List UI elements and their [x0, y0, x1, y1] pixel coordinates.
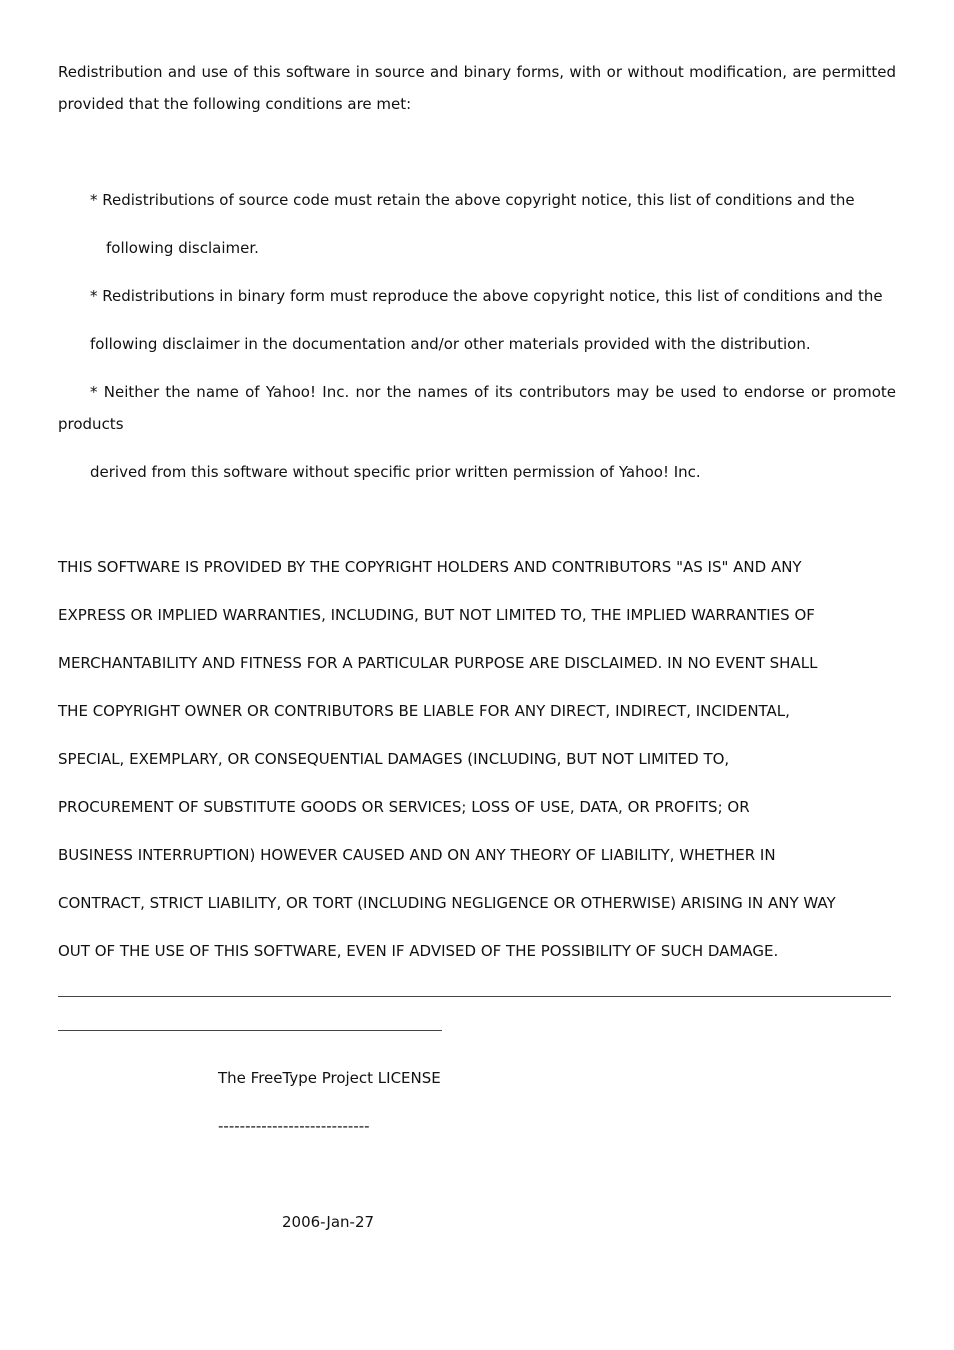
condition-3-line-3: derived from this software without specific prior written permission of Yahoo! Inc. [90, 463, 701, 481]
intro-line-2: provided that the following conditions are met: [58, 95, 412, 113]
intro-line-1: Redistribution and use of this software in source and binary forms, with or without modification, are permitted [58, 63, 896, 81]
condition-2-line-1: * Redistributions in binary form must reproduce the above copyright notice, this list of conditions and the [90, 287, 883, 305]
disclaimer-line: EXPRESS OR IMPLIED WARRANTIES, INCLUDING, BUT NOT LIMITED TO, THE IMPLIED WARRANTIES OF [58, 606, 815, 624]
disclaimer-line: THE COPYRIGHT OWNER OR CONTRIBUTORS BE LIABLE FOR ANY DIRECT, INDIRECT, INCIDENTAL, [58, 702, 790, 720]
freetype-license-underline: ---------------------------- [218, 1117, 370, 1135]
condition-3-line-2: products [58, 415, 124, 433]
separator-rule-short [58, 1030, 442, 1031]
condition-3-line-1: * Neither the name of Yahoo! Inc. nor the names of its contributors may be used to endorse or promote [90, 383, 896, 401]
separator-rule [58, 996, 891, 997]
disclaimer-line: PROCUREMENT OF SUBSTITUTE GOODS OR SERVICES; LOSS OF USE, DATA, OR PROFITS; OR [58, 798, 750, 816]
condition-1-line-2: following disclaimer. [106, 239, 259, 257]
freetype-license-title: The FreeType Project LICENSE [218, 1069, 441, 1087]
disclaimer-line: MERCHANTABILITY AND FITNESS FOR A PARTICULAR PURPOSE ARE DISCLAIMED. IN NO EVENT SHALL [58, 654, 818, 672]
disclaimer-line: THIS SOFTWARE IS PROVIDED BY THE COPYRIGHT HOLDERS AND CONTRIBUTORS "AS IS" AND ANY [58, 558, 802, 576]
freetype-license-date: 2006-Jan-27 [282, 1213, 375, 1231]
disclaimer-line: SPECIAL, EXEMPLARY, OR CONSEQUENTIAL DAMAGES (INCLUDING, BUT NOT LIMITED TO, [58, 750, 730, 768]
disclaimer-line: CONTRACT, STRICT LIABILITY, OR TORT (INCLUDING NEGLIGENCE OR OTHERWISE) ARISING IN ANY WAY [58, 894, 836, 912]
disclaimer-line: OUT OF THE USE OF THIS SOFTWARE, EVEN IF ADVISED OF THE POSSIBILITY OF SUCH DAMAGE. [58, 942, 779, 960]
condition-2-line-2: following disclaimer in the documentation and/or other materials provided with the distribution. [90, 335, 811, 353]
condition-1-line-1: * Redistributions of source code must retain the above copyright notice, this list of conditions and the [90, 191, 855, 209]
disclaimer-line: BUSINESS INTERRUPTION) HOWEVER CAUSED AND ON ANY THEORY OF LIABILITY, WHETHER IN [58, 846, 776, 864]
